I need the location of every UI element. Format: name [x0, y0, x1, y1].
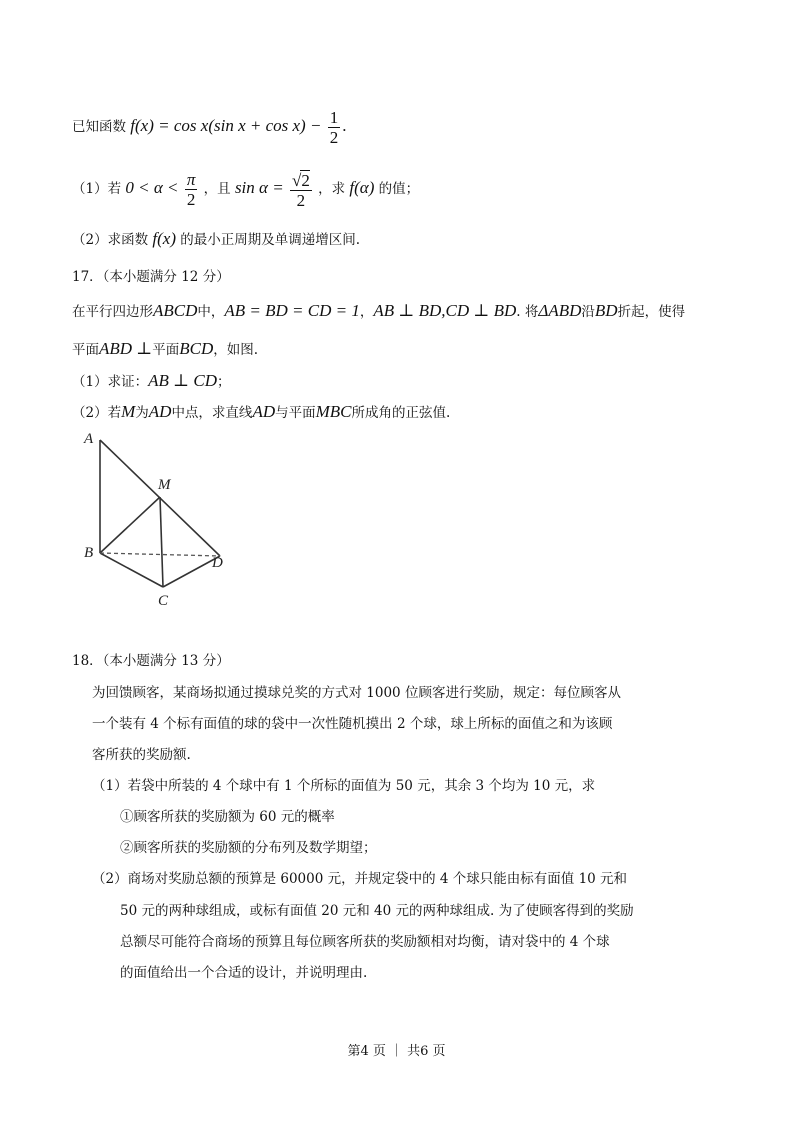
p16-function-expr: f(x) = cos x(sin x + cos x) −	[130, 116, 322, 135]
text: ；	[216, 374, 231, 390]
p16-frac-half	[328, 108, 341, 147]
math: MBC	[315, 402, 352, 421]
text: ，	[359, 304, 374, 320]
p17-line-1	[72, 300, 685, 323]
math: AD	[148, 402, 172, 421]
p16-q1-sin: sin α =	[234, 178, 284, 197]
text: 在平行四边形	[72, 304, 153, 320]
p18-question-2-line-1: （2）商场对奖励总额的预算是 60000 元，并规定袋中的 4 个球只能由标有面值 10 元和	[92, 871, 628, 887]
label-b: B	[84, 545, 94, 561]
p16-question-2	[72, 228, 360, 251]
text: 折起，使得	[617, 304, 686, 320]
p17-header: 17．（本小题满分 12 分）	[72, 269, 230, 285]
frac-denominator: 2	[329, 128, 339, 147]
frac-numerator: 2	[301, 170, 310, 190]
p18-intro-line-1: 为回馈顾客，某商场拟通过摸球兑奖的方式对 1000 位顾客进行奖励，规定：每位顾客从	[92, 685, 621, 701]
math: M	[121, 402, 136, 421]
sqrt-radical-sign: √	[291, 170, 302, 190]
p16-function-definition: 已知函数 f(x) = cos x(sin x + cos x) − $\frac{1}{2}$ .	[72, 108, 347, 147]
p16-q2-fx: f(x)	[152, 229, 176, 248]
label-a: A	[84, 431, 94, 447]
tetrahedron-diagram	[78, 425, 258, 615]
math: AB ⊥ BD,CD ⊥ BD	[373, 301, 517, 320]
p18-question-1-sub-2: ②顾客所获的奖励额的分布列及数学期望；	[120, 840, 377, 856]
p18-intro-line-3: 客所获的奖励额.	[92, 747, 191, 763]
p16-frac-pi-2	[185, 170, 198, 209]
p18-question-2-line-3: 总额尽可能符合商场的预算且每位顾客所获的奖励额相对均衡，请对袋中的 4 个球	[120, 934, 610, 950]
p16-intro: 已知函数	[72, 119, 126, 135]
frac-denominator: 2	[296, 190, 306, 210]
p16-q1-end: 的值；	[378, 181, 420, 197]
text: 中，	[197, 304, 225, 320]
text: （1）求证：	[72, 374, 149, 390]
p16-q1-and: ，且	[203, 181, 231, 197]
p17-question-2	[72, 401, 450, 424]
math: BCD	[179, 339, 214, 358]
frac-numerator: 1	[329, 108, 339, 127]
edge-b-c	[100, 553, 163, 587]
math: ΔABD	[538, 301, 582, 320]
math: ABD ⊥	[99, 339, 153, 358]
frac-numerator: π	[186, 170, 196, 189]
math: AD	[252, 402, 276, 421]
label-c: C	[158, 593, 169, 609]
p18-question-1: （1）若袋中所装的 4 个球中有 1 个所标的面值为 50 元，其余 3 个均为 10 元，求	[92, 778, 596, 794]
label-m: M	[158, 477, 171, 493]
p18-intro-line-2: 一个装有 4 个标有面值的球的袋中一次性随机摸出 2 个球，球上所标的面值之和为该顾	[92, 716, 613, 732]
text: 与平面	[275, 405, 316, 421]
p16-q2-text: 的最小正周期及单调递增区间.	[180, 232, 361, 248]
math: BD	[594, 301, 618, 320]
edge-b-m	[100, 497, 160, 553]
p17-geometry-figure	[78, 425, 258, 619]
p16-question-1	[72, 168, 419, 210]
edge-b-d-hidden	[100, 553, 220, 556]
text: 为	[135, 405, 149, 421]
text: 平面	[152, 342, 180, 358]
label-d: D	[212, 555, 223, 571]
p16-frac-sqrt2	[290, 170, 312, 210]
p16-q1-ask: ，求	[318, 181, 346, 197]
p17-question-1	[72, 370, 230, 393]
text: 所成角的正弦值.	[351, 405, 451, 421]
math: AB = BD = CD = 1	[224, 301, 360, 320]
page-footer: 第4 页 ｜ 共6 页	[347, 1044, 446, 1059]
p18-question-1-sub-1: ①顾客所获的奖励额为 60 元的概率	[120, 809, 335, 825]
text: ，如图.	[213, 342, 259, 358]
frac-denominator: 2	[186, 190, 196, 209]
p18-question-2-line-4: 的面值给出一个合适的设计，并说明理由.	[120, 965, 368, 981]
p18-question-2-line-2: 50 元的两种球组成，或标有面值 20 元和 40 元的两种球组成. 为了使顾客得到的奖励	[120, 903, 634, 919]
text: 中点，求直线	[171, 405, 253, 421]
text: 平面	[72, 342, 99, 358]
edge-m-c	[160, 497, 163, 587]
p16-q1-f-alpha: f(α)	[349, 178, 375, 197]
text: . 将	[516, 304, 539, 320]
math: AB ⊥ CD	[148, 371, 217, 390]
p18-header: 18．（本小题满分 13 分）	[72, 653, 230, 669]
p16-q1-prefix: （1）若	[72, 181, 122, 197]
p17-line-2	[72, 338, 258, 361]
p16-q1-condition: 0 < α <	[125, 178, 179, 197]
text: 沿	[581, 304, 595, 320]
math: ABCD	[153, 301, 198, 320]
text: （2）若	[72, 405, 122, 421]
p16-q2-prefix: （2）求函数	[72, 232, 149, 248]
